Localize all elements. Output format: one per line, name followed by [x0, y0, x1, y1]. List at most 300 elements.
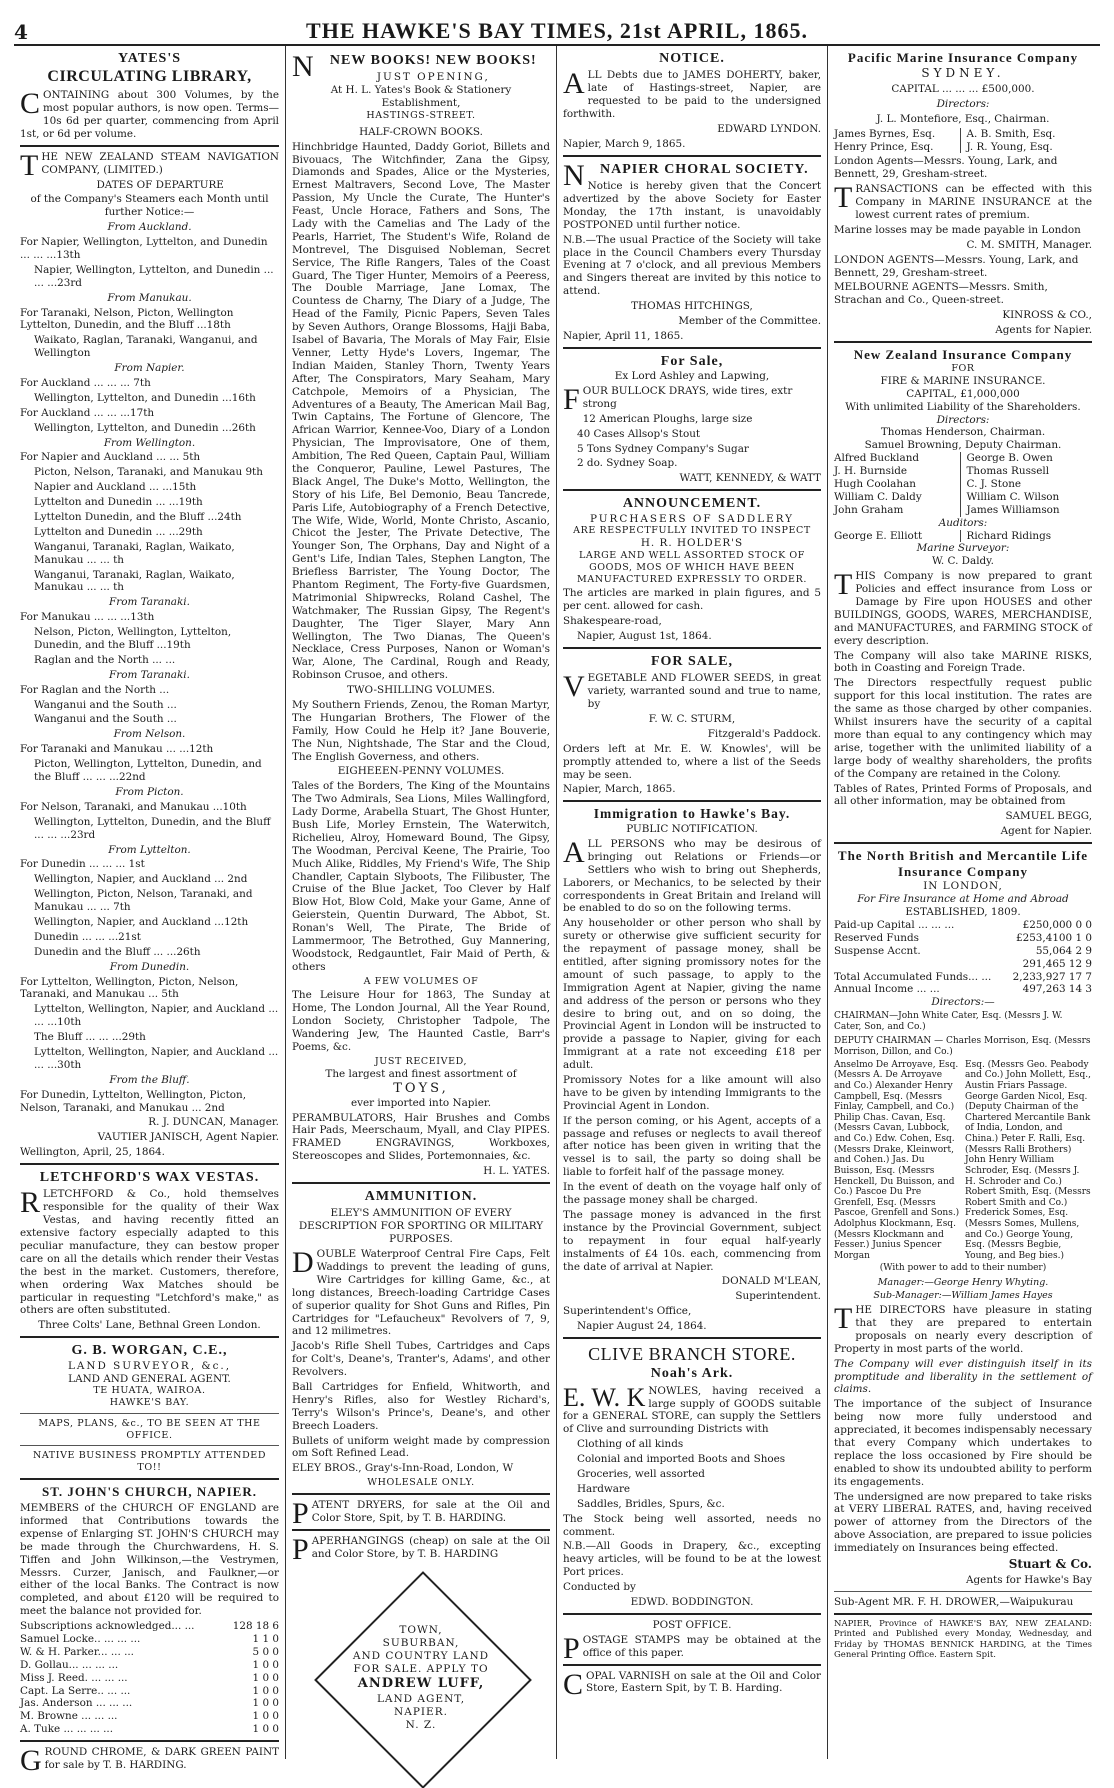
divider [563, 1664, 821, 1666]
diamond-line: AND COUNTRY LAND [352, 1650, 490, 1663]
clive-title: CLIVE BRANCH STORE. [588, 1343, 796, 1364]
clive-subtitle: Noah's Ark. [650, 1366, 734, 1382]
yates-body: ONTAINING about 300 Volumes, by the most popular authors, is now open. Terms—10s 6d per quarter, commencing from April 1st, or 6d per volume. [20, 89, 279, 140]
nz-intro: of the Company's Steamers each Month until further Notice:— [30, 193, 269, 219]
dropcap-a: A [563, 67, 585, 101]
diamond-line: LAND AGENT, [376, 1692, 466, 1705]
subscriber: M. Browne ... ... ... [20, 1710, 118, 1723]
pacific-manager: C. M. SMITH, Manager. [966, 238, 1092, 251]
nb-body: The undersigned are now prepared to take risks at VERY LIBERAL RATES, and, having received power of attorney from the Directors of the above Association, are prepared to issue policies immediately on Insurances being effected. [834, 1490, 1092, 1555]
eley-address: ELEY BROS., Gray's-Inn-Road, London, W [292, 1462, 514, 1475]
seeds-body: EGETABLE AND FLOWER SEEDS, in great variety, warranted sound and true to name, by [587, 672, 821, 711]
director: James Byrnes, Esq. [834, 127, 936, 140]
twoshilling-list: My Southern Friends, Zenou, the Roman Martyr, The Hungarian Brothers, The Flower of the Family, How Could he Help it? Jane Bouverie, The Nun, Nightshade, The Star and the Cloud, The English Governess, and others. [292, 698, 550, 763]
subscription-row [20, 1620, 279, 1633]
immigration-body: In the event of death on the voyage half only of the passage money shall be charged. [563, 1181, 821, 1207]
clive-item: Clothing of all kinds [577, 1438, 684, 1451]
clive-nb: N.B.—All Goods in Drapery, &c., excepting heavy articles, will be found to be at the lowest Port prices. [563, 1540, 821, 1579]
nb-subagent: Sub-Agent MR. F. H. DROWER,—Waipukurau [834, 1595, 1074, 1608]
section-from-taranaki: From Taranaki. [109, 668, 190, 681]
announcement-body: The articles are marked in plain figures, and 5 per cent. allowed for cash. [563, 587, 821, 613]
choral-title: NAPIER CHORAL SOCIETY. [600, 161, 809, 177]
nb-manager: Manager:—George Henry Whyting. [877, 1276, 1049, 1288]
imprint: NAPIER, Province of HAWKE'S BAY, NEW ZEALAND: Printed and Published every Monday, Wednesday, and Friday by THOMAS BENNICK HARDING, at the Times General Printing Office. Eastern Spit. [834, 1618, 1092, 1661]
seeds-title: FOR SALE, [650, 654, 734, 669]
schedule-line: Wellington, Picton, Nelson, Taranaki, and Manukau ... ... 7th [34, 888, 253, 914]
divider [20, 1478, 279, 1480]
signature: VAUTIER JANISCH, Agent Napier. [97, 1131, 279, 1144]
nzi-for: FOR [951, 363, 975, 375]
eighteen-heading: EIGHEEEN-PENNY VOLUMES. [337, 765, 505, 778]
nzi-chair: Thomas Henderson, Chairman. [880, 426, 1046, 439]
schedule-line: For Napier, Wellington, Lyttelton, and Dunedin ... ... ...13th [20, 236, 268, 261]
subscriber: Samuel Locke.. ... ... ... [20, 1633, 141, 1645]
divider [563, 800, 821, 802]
worgan-maps: MAPS, PLANS, &c., TO BE SEEN AT THE OFFICE. [38, 1417, 261, 1441]
section-from-napier: From Napier. [114, 362, 185, 375]
director: George B. Owen [966, 452, 1053, 465]
nzi-director-list [834, 452, 1092, 516]
divider [563, 347, 821, 349]
pacific-title: Pacific Marine Insurance Company [847, 50, 1079, 65]
books-street: HASTINGS-STREET. [366, 110, 476, 122]
schedule-line: Lyttelton, Wellington, Napier, and Auckland ... ... ...10th [34, 1003, 279, 1029]
schedule-line: Lyttelton, Wellington, Napier, and Auckland ... ... ...30th [34, 1045, 279, 1071]
books-opening: JUST OPENING, [376, 71, 490, 84]
subscriber: Miss J. Reed. ... ... ... [20, 1671, 128, 1684]
subscription-row [20, 1697, 279, 1710]
immigration-signature: DONALD M'LEAN, [721, 1275, 821, 1288]
immigration-title: Immigration to Hawke's Bay. [593, 806, 791, 822]
amount: 1 0 0 [252, 1723, 279, 1736]
letchford-title: LETCHFORD'S WAX VESTAS. [39, 1170, 260, 1186]
nb-director-list [834, 1060, 1092, 1262]
subscription-list [20, 1620, 279, 1736]
schedule-line: Raglan and the North ... ... [34, 653, 176, 666]
perambulators: PERAMBULATORS, Hair Brushes and Combs Hair Pads, Meerschaum, Myall, and Clay PIPES. FRAMED ENGRAVINGS, Workboxes, Stereoscopes and Slides, Portemonnaies, &c. [292, 1111, 550, 1163]
schedule-line: For Taranaki, Nelson, Picton, Wellington Lyttelton, Dunedin, and the Bluff ...18th [20, 306, 234, 332]
nb-city: IN LONDON, [923, 880, 1003, 893]
halfcrown-heading: HALF-CROWN BOOKS. [359, 125, 483, 138]
nzi-capital: CAPITAL, £1,000,000 [906, 387, 1020, 400]
forsale-item: 5 Tons Sydney Company's Sugar [577, 442, 749, 455]
section-from-nelson: From Nelson. [113, 728, 186, 741]
pacific-directors: Directors: [936, 97, 990, 110]
subscription-row [20, 1672, 279, 1685]
subscriber: Capt. La Serre.. ... ... [20, 1684, 131, 1697]
schedule-line: The Bluff ... ... ...29th [34, 1031, 146, 1044]
just-received: JUST RECEIVED, [374, 1055, 468, 1067]
schedule-line: Wellington, Napier, and Auckland ... 2nd [34, 873, 248, 886]
funds-label: Reserved Funds [834, 931, 919, 944]
notice-signature: EDWARD LYNDON. [717, 122, 821, 135]
funds-row [834, 958, 1092, 971]
dropcap-c: C [563, 1667, 584, 1701]
section-from-dunedin: From Dunedin. [109, 960, 190, 973]
divider [292, 1182, 550, 1184]
yates-subtitle: CIRCULATING LIBRARY, [47, 68, 252, 86]
diamond-text [314, 1571, 529, 1786]
dateline: Wellington, April, 25, 1864. [20, 1146, 165, 1159]
subscription-row [20, 1646, 279, 1659]
dropcap-a: A [563, 836, 585, 869]
worgan-location: TE HUATA, WAIROA. [93, 1385, 206, 1397]
divider [20, 1445, 279, 1446]
nb-body: The importance of the subject of Insurance being now more fully understood and appreciated, it becomes indispensably necessary that every Company which undertakes to replace the loss occasioned by Fire should be enabled to show its undoubted ability to perform its engagements. [834, 1398, 1092, 1488]
stjohn-title: ST. JOHN'S CHURCH, NAPIER. [41, 1483, 257, 1499]
schedule-line: Wellington, Lyttelton, and Dunedin ...26th [34, 421, 256, 434]
divider [20, 1740, 279, 1742]
nz-dates-heading: DATES OF DEPARTURE [96, 178, 224, 191]
nb-established: ESTABLISHED, 1809. [905, 906, 1021, 919]
clive-item: Groceries, well assorted [577, 1467, 705, 1480]
clive-initials: E. W. K [563, 1382, 646, 1412]
immigration-date: Napier August 24, 1864. [577, 1320, 707, 1333]
nzi-deputy: Samuel Browning, Deputy Chairman. [864, 439, 1062, 452]
section-from-lyttelton: From Lyttelton. [108, 843, 191, 856]
divider [563, 1613, 821, 1615]
divider [563, 647, 821, 649]
seeds-orders: Orders left at Mr. E. W. Knowles', will be promptly attended to, where a list of the Seeds may be seen. [563, 742, 821, 781]
divider [834, 1591, 1092, 1592]
schedule-line: Picton, Wellington, Lyttelton, Dunedin, and the Bluff ... ... ...22nd [34, 758, 262, 784]
announcement-invited: ARE RESPECTFULLY INVITED TO INSPECT [573, 525, 811, 537]
funds-amount: £253,4100 1 0 [1015, 931, 1092, 944]
pacific-city: SYDNEY. [921, 66, 1005, 81]
subscriber: W. & H. Parker... ... ... [20, 1645, 134, 1658]
announcement-address: Shakespeare-road, [563, 615, 662, 628]
schedule-line: Dunedin and the Bluff ... ...26th [34, 945, 201, 958]
letchford-body: LETCHFORD & Co., hold themselves responsible for the quality of their Wax Vestas, and having recently fitted an extensive factory especially adapted to this peculiar manufacture, they can bestow proper care on all the details which render their Vestas the best in the market. Customers, therefore, when ordering Wax Matches should be particular in requesting "Letchford's make," as others are often substituted. [20, 1188, 279, 1317]
pacific-melbourne: MELBOURNE AGENTS—Messrs. Smith, Strachan and Co., Queen-street. [834, 281, 1048, 307]
nb-directors-right: Esq. (Messrs Geo. Peabody and Co.) John Mollett, Esq., Austin Friars Passage. George Garden Nicol, Esq. (Deputy Chairman of the Chartered Mercantile Bank of India, London, and China.) Peter F. Ralli, Esq. (Messrs Ralli Brothers) John Henry William Schroder, Esq. (Messrs J. H. Schroder and Co.) Robert Smith, Esq. (Messrs Robert Smith and Co.) Frederick Somes, Esq. (Messrs Somes, Mullens, and Co.) George Young, Esq. (Messrs Begbie, Young, and Beg bies.) [965, 1059, 1091, 1261]
funds-label: Annual Income ... ... [834, 983, 940, 996]
subscriber: A. Tuke ... ... ... ... [20, 1723, 114, 1736]
funds-row [834, 945, 1092, 958]
choral-date: Napier, April 11, 1865. [563, 329, 684, 342]
imported: ever imported into Napier. [350, 1096, 492, 1109]
nzi-directors: Directors: [936, 413, 990, 426]
schedule-line: For Auckland ... ... ...17th [20, 406, 155, 419]
nb-directors: Directors:— [931, 996, 995, 1009]
new-books-title: NEW BOOKS! NEW BOOKS! [329, 53, 537, 68]
choral-body: Notice is hereby given that the Concert advertized by the above Society for Easter Monday, the 17th instant, is unavoidably POSTPONED until further notice. [563, 180, 821, 231]
clive-item: Hardware [577, 1482, 631, 1495]
funds-amount: 2,233,927 17 7 [1012, 970, 1092, 983]
subscription-row [20, 1685, 279, 1698]
nb-signature: Agents for Hawke's Bay [966, 1573, 1092, 1586]
nzi-auditors: Auditors: [938, 516, 988, 529]
copal-varnish-ad: OPAL VARNISH on sale at the Oil and Color Store, Eastern Spit, by T. B. Harding. [586, 1669, 821, 1695]
schedule-line: For Napier and Auckland ... ... 5th [20, 451, 201, 464]
divider [292, 1529, 550, 1531]
wholesale: WHOLESALE ONLY. [367, 1477, 475, 1489]
pacific-chair: J. L. Montefiore, Esq., Chairman. [876, 112, 1050, 125]
amount: 5 0 0 [252, 1645, 279, 1658]
diamond-line: TOWN, [399, 1624, 443, 1637]
announcement-stock: LARGE AND WELL ASSORTED STOCK OF GOODS, MOS OF WHICH HAVE BEEN MANUFACTURED EXPRESSLY TO ORDER. [577, 550, 807, 585]
masthead [14, 6, 1100, 46]
funds-amount: 55,064 2 9 [1035, 944, 1092, 957]
divider [834, 842, 1092, 844]
schedule-line: Lyttelton and Dunedin ... ...29th [34, 525, 203, 538]
eighteen-list: Tales of the Borders, The King of the Mountains The Two Admirals, Sea Lions, Miles Wallingford, Lady Dorme, Arabella Stuart, The Ghost Hunter, Bush Life, Morley Ernstein, The Waterwitch, Richelieu, Alroy, Homeward Bound, The Gipsy, The Woodman, Percival Keene, The Prairie, Too Much Alike, Riddles, My Friend's Wife, The Ship Chandler, Captain Slyboots, The Filibuster, The Cruise of the Blue Jacket, Too Clever by Half Blow Hot, Blow Cold, Make your Game, Anne of Geierstein, Quentin Durward, The Abbot, St. Ronan's Well, The Pirate, The Bride of Lammermoor, The Betrothed, Guy Mannering, Woodstock, Redgauntlet, Fair Maid of Perth, & others [292, 780, 550, 973]
forsale-item: 2 do. Sydney Soap. [577, 457, 678, 470]
clive-item: Saddles, Bridles, Spurs, &c. [577, 1497, 725, 1510]
funds-label: Total Accumulated Funds... ... [834, 970, 992, 983]
worgan-native: NATIVE BUSINESS PROMPTLY ATTENDED TO!! [32, 1450, 267, 1474]
clive-stock: The Stock being well assorted, needs no comment. [563, 1512, 821, 1538]
forsale-title: For Sale, [660, 353, 724, 369]
yates-signature: H. L. YATES. [483, 1165, 550, 1178]
immigration-body: LL PERSONS who may be desirous of bringing out Relations or Friends—or Settlers who wish to bring out Shepherds, Laborers, or Mechanics, to be selected by their correspondents in Great Britain and Ireland will be enabled to do so on the following terms. [563, 838, 821, 915]
announcement-title: ANNOUNCEMENT. [622, 496, 762, 512]
divider [20, 1336, 279, 1338]
nb-directors-left: Anselmo De Arroyave, Esq. (Messrs A. De Arroyave and Co.) Alexander Henry Campbell, Esq. (Messrs Finlay, Campbell, and Co.) Philip Chas. Cavan, Esq. (Messrs Cavan, Lubbock, and Co.) Edw. Cohen, Esq. (Messrs Drake, Kleinwort, and Cohen.) Jas. Du Buisson, Esq. (Messrs Henckell, Du Buisson, and Co.) Pascoe Du Pre Grenfell, Esq. (Messrs Pascoe, Grenfell and Sons.) Adolphus Klockmann, Esq. (Messrs Klockmann and Fesser.) Junius Spencer Morgan [834, 1059, 960, 1261]
diamond-line: NAPIER. [394, 1705, 448, 1718]
divider [20, 1413, 279, 1414]
choral-body: N.B.—The usual Practice of the Society will take place in the Council Chambers every Thursday Evening at 7 o'clock, and all previous Members and Singers thereat are invited by this notice to attend. [563, 233, 821, 298]
funds-label: Suspense Accnt. [834, 944, 921, 957]
clive-signature: EDWD. BODDINGTON. [630, 1595, 754, 1608]
nzi-title: New Zealand Insurance Company [853, 347, 1073, 363]
ammunition-body: Bullets of uniform weight made by compression om Soft Refined Lead. [292, 1434, 550, 1460]
nzi-surveyor: Marine Surveyor: [916, 542, 1010, 555]
director: J. H. Burnside [834, 465, 908, 478]
subscription-row [20, 1710, 279, 1723]
divider [834, 1613, 1092, 1615]
nb-deputy: DEPUTY CHAIRMAN — Charles Morrison, Esq. (Messrs Morrison, Dillon, and Co.) [834, 1035, 1091, 1057]
divider [563, 155, 821, 157]
twoshilling-heading: TWO-SHILLING VOLUMES. [346, 684, 496, 697]
seeds-signature: F. W. C. STURM, [648, 713, 736, 726]
section-from-manukau: From Manukau. [107, 291, 192, 304]
schedule-line: Napier, Wellington, Lyttelton, and Dunedin ... ... ...23rd [34, 263, 274, 289]
nz-steam-title: HE NEW ZEALAND STEAM NAVIGATION COMPANY, (LIMITED.) [41, 150, 279, 176]
nzi-auditor-list [834, 530, 1092, 543]
schedule-line: For Dunedin ... ... ... 1st [20, 858, 145, 871]
section-from-taranaki: From Taranaki. [109, 596, 190, 609]
column-4 [827, 46, 1098, 1759]
director: Hugh Coolahan [834, 478, 916, 491]
director: James Williamson [966, 503, 1060, 516]
subscriber: D. Gollau... ... ... ... [20, 1658, 119, 1671]
schedule-line: For Raglan and the North ... [20, 683, 170, 696]
clive-body: NOWLES, having received a large supply of GOODS suitable for a GENERAL STORE, can supply the Settlers of Clive and surrounding Districts with [563, 1384, 821, 1436]
divider [20, 1163, 279, 1165]
schedule-line: Wanganui, Taranaki, Raglan, Waikato, Manukau ... ... th [34, 540, 235, 566]
section-from-auckland: From Auckland. [107, 221, 192, 234]
nzi-surveyor-name: W. C. Daldy. [932, 555, 994, 568]
funds-row [834, 932, 1092, 945]
dropcap-r: R [20, 1186, 41, 1220]
pacific-london: LONDON AGENTS—Messrs. Young, Lark, and Bennett, 29, Gresham-street. [834, 253, 1079, 279]
schedule-line: Wellington, Napier, and Auckland ...12th [34, 915, 249, 928]
dropcap-g: G [20, 1744, 42, 1778]
largest: The largest and finest assortment of [325, 1067, 517, 1080]
schedule-line: For Dunedin, Lyttelton, Wellington, Picton, Nelson, Taranaki, and Manukau ... 2nd [20, 1088, 247, 1114]
funds-row [834, 983, 1092, 996]
schedule-line: For Nelson, Taranaki, and Manukau ...10th [20, 800, 247, 813]
director: C. J. Stone [966, 478, 1022, 491]
amount: 1 0 0 [252, 1697, 279, 1710]
forsale-signature: WATT, KENNEDY, & WATT [679, 472, 821, 485]
subscriber: Subscriptions acknowledged... ... [20, 1620, 195, 1633]
newspaper-title: THE HAWKE'S BAY TIMES, 21st APRIL, 1865. [306, 18, 808, 43]
notice-date: Napier, March 9, 1865. [563, 137, 686, 150]
nzi-body: HIS Company is now prepared to grant Policies and effect insurance from Loss or Damage by Fire upon HOUSES and other BUILDINGS, GOODS, WARES, MERCHANDISE, and MANUFACTURES, and FARMING STOCK of every description. [834, 570, 1092, 647]
patent-dryers-ad: ATENT DRYERS, for sale at the Oil and Color Store, Spit, by T. B. HARDING. [311, 1498, 550, 1524]
schedule-line: Wanganui and the South ... [34, 698, 177, 711]
auditor: Richard Ridings [960, 530, 1093, 543]
dropcap-t: T [834, 181, 853, 215]
announcement-sub: PURCHASERS OF SADDLERY [589, 512, 794, 525]
dropcap-t: T [834, 568, 853, 602]
ammunition-body: OUBLE Waterproof Central Fire Caps, Felt Waddings to prevent the leading of guns, Wire Cartridges for killing Game, &c., at long distances, Breech-loading Cartridge Cases of superior quality for Shot Guns and Rifles, Pin Cartridges for "Lefaucheux" Revolvers of 7, 9, and 12 milimetres. [292, 1248, 550, 1338]
pacific-capital: CAPITAL ... ... ... £500,000. [891, 82, 1035, 95]
seeds-signature: Fitzgerald's Paddock. [707, 727, 821, 740]
subscription-row [20, 1633, 279, 1646]
column-1 [14, 46, 285, 1778]
ammunition-body: Ball Cartridges for Enfield, Whitworth, and Henry's Rifles, also for Westley Richard's, Terry's Wilson's Prince's, Deane's, and other Breech Loaders. [292, 1380, 550, 1432]
notice-body: LL Debts due to JAMES DOHERTY, baker, late of Hastings-street, Napier, are requested to be paid to the undersigned forthwith. [563, 69, 821, 121]
pacific-body: RANSACTIONS can be effected with this Company in MARINE INSURANCE at the lowest current rates of premium. [855, 183, 1092, 221]
amount: 1 0 0 [252, 1671, 279, 1684]
dropcap-n: N [563, 158, 585, 192]
schedule-line: For Taranaki and Manukau ... ...12th [20, 743, 214, 756]
letchford-address: Three Colts' Lane, Bethnal Green London. [38, 1319, 261, 1332]
schedule-line: For Auckland ... ... ... 7th [20, 377, 151, 389]
funds-label: Paid-up Capital ... ... ... [834, 918, 955, 931]
divider [563, 489, 821, 491]
nb-for: For Fire Insurance at Home and Abroad [857, 893, 1069, 906]
worgan-title: G. B. WORGAN, C.E., [71, 1343, 228, 1359]
immigration-body: Any householder or other person who shall by surety or otherwise give sufficient security for the repayment of passage money, shall be entitled, after signing promissory notes for the amount of such passage, to apply to the Immigration Agent at Napier, giving the name and address of the person or persons who they desire to bring out, and on so doing, the Provincial Agent in London will be instructed to provide a passage to Napier, giving for each Immigrant at a rate not exceeding £18 per adult. [563, 917, 821, 1072]
director: William C. Daldy [834, 490, 922, 503]
announcement-address: Napier, August 1st, 1864. [577, 630, 712, 643]
amount: 128 18 6 [232, 1620, 279, 1633]
divider [292, 1493, 550, 1495]
signature: R. J. DUNCAN, Manager. [148, 1116, 279, 1129]
amount: 1 0 0 [252, 1710, 279, 1723]
dropcap-v: V [563, 670, 585, 704]
section-from-picton: From Picton. [115, 785, 184, 798]
amount: 1 0 0 [252, 1658, 279, 1671]
clive-item: Colonial and imported Boots and Shoes [577, 1453, 786, 1466]
nzi-body: The Company will also take MARINE RISKS, both in Coasting and Foreign Trade. [834, 649, 1092, 675]
immigration-body: If the person coming, or his Agent, accepts of a passage and refuses or neglects to avail thereof after notice has been given in writing that the vessel is to sail, the party so doing shall be liable to forfeit half of the passage money. [563, 1114, 821, 1179]
immigration-sub: PUBLIC NOTIFICATION. [626, 823, 758, 836]
column-3 [556, 46, 827, 1759]
divider [20, 145, 279, 147]
notice-title: NOTICE. [659, 51, 725, 66]
page-number: 4 [14, 20, 28, 44]
dropcap-p: P [292, 1532, 309, 1566]
nb-chairman: CHAIRMAN—John White Cater, Esq. (Messrs J. W. Cater, Son, and Co.) [834, 1011, 1063, 1033]
pacific-agents-napier: Agents for Napier. [995, 324, 1092, 337]
column-2 [285, 46, 556, 1759]
halfcrown-list: Hinchbridge Haunted, Daddy Goriot, Billets and Bivouacs, The Witchfinder, Zana the Gipsy, Diamonds and Spades, Alice or the Mysteries, Ernest Maltravers, Second Love, The Master Passion, My Uncle the Curate, The Hunter's Feast, Uncle Horace, Fathers and Sons, The Lady with the Camelias and The Lady of the Pearls, Harriet, The Student's Wife, Roland de Montrevel, The Disguised Nobleman, Secret Service, The Rifle Rangers, Tales of the Coast Guard, The Tiger Hunter, Memoirs of a Peeress, The Double Marriage, Jane Lomax, The Countess de Charny, The Diary of a Judge, The Head of the Family, Picnic Papers, Seven Tales by Seven Authors, Orange Blossoms, Hajji Baba, Isabel of Bavaria, The Morals of May Fair, Elsie Venner, Letty Hyde's Lovers, Ingemar, The Indian Maiden, Stanley Thorn, Twenty Years After, The Conspirators, Mary Seaham, Mary Catchpole, Memoirs of a Physician, The Adventures of a Beauty, The American Mail Bag, Twin Captains, The Fortune of Glencore, The African Warrior, Kennee-Voo, Diary of a London Physician, The Improvisatore, One of them, Ambition, The Red Queen, Captain Paul, William the Conqueror, Pauline, Lewel Pastures, The Black Angel, The Duke's Motto, Wellington, the Story of his Life, Bel Demonio, Beau Tancrede, Paris Life, Autobiography of a French Detective, The Wife, Wide, World, Monte Christo, Ascanio, Chicot the Jester, The Private Detective, The Younger Son, The Orphans, Day and Night of a Gent's Life, Indian Tales, Stephen Langton, The Briefless Barrister, The Young Doctor, The Phantom Regiment, The Forty-five Guardsmen, Matrimonial Shipwrecks, Roland Cashel, The Watchmaker, The Russian Gipsy, The Regent's Daughter, The Tiger Slayer, Mary Ann Wellington, The Two Dianas, The Queen's Necklace, Cress Purposes, Nanon or Woman's War, Alone, The Cardinal, Rough and Ready, Robinson Crusoe, and others. [292, 140, 550, 682]
schedule-line: Wellington, Lyttelton, Dunedin, and the Bluff ... ... ...23rd [34, 815, 271, 841]
worgan-sub2: LAND AND GENERAL AGENT. [68, 1372, 231, 1385]
forsale-ex: Ex Lord Ashley and Lapwing, [614, 370, 770, 383]
funds-row [834, 919, 1092, 932]
director: William C. Wilson [966, 490, 1060, 503]
dropcap-p: P [563, 1631, 580, 1665]
dropcap-c: C [20, 87, 41, 121]
director: Alfred Buckland [834, 452, 920, 465]
nzi-signature: SAMUEL BEGG, [1005, 810, 1092, 823]
immigration-body: The passage money is advanced in the first instance by the Provincial Government, subject to repayment in four equal half-yearly instalments of £4 10s. each, commencing from the date of arrival at Napier. [563, 1208, 821, 1273]
dropcap-t: T [834, 1302, 853, 1336]
schedule-line: Wellington, Lyttelton, and Dunedin ...16th [34, 391, 256, 404]
director: J. R. Young, Esq. [966, 140, 1053, 153]
nzi-sub: FIRE & MARINE INSURANCE. [880, 374, 1046, 387]
toys: TOYS, [393, 1080, 449, 1096]
stjohn-body: MEMBERS of the CHURCH OF ENGLAND are informed that Contributions towards the expense of Enlarging ST. JOHN'S CHURCH may be made through the Churchwardens, H. S. Tiffen and John Wilkinson,—the Vestrymen, Messrs. Curzer, Janisch, and Faulkner,—or either of the local Banks. The Contract is now completed, and about £120 will be required to meet the balance not provided for. [20, 1502, 279, 1618]
seeds-date: Napier, March, 1865. [563, 783, 676, 796]
schedule-line: Picton, Nelson, Taranaki, and Manukau 9th [34, 466, 263, 479]
yates-title: YATES'S [117, 51, 182, 66]
announcement-name: H. R. HOLDER'S [640, 537, 744, 550]
nb-body: HE DIRECTORS have pleasure in stating that they are prepared to entertain proposals on nearly every description of Property in most parts of the world. [834, 1304, 1092, 1355]
nb-funds-table [834, 919, 1092, 996]
director: A. B. Smith, Esq. [966, 127, 1056, 140]
land-sale-diamond [314, 1571, 529, 1786]
paperhangings-ad: APERHANGINGS (cheap) on sale at the Oil and Color Store, by T. B. HARDING [311, 1534, 550, 1560]
schedule-line: For Lyttelton, Wellington, Picton, Nelson, Taranaki, and Manukau ... 5th [20, 975, 239, 1001]
ammunition-title: AMMUNITION. [364, 1189, 478, 1205]
nzi-liability: With unlimited Liability of the Shareholders. [845, 400, 1081, 413]
dropcap-f: F [563, 383, 580, 416]
schedule-line: Wanganui and the South ... [34, 713, 177, 726]
amount: 1 0 0 [252, 1684, 279, 1697]
diamond-line: FOR SALE. APPLY TO [353, 1663, 489, 1676]
nb-submanager: Sub-Manager:—William James Hayes [873, 1290, 1053, 1302]
pacific-kinross: KINROSS & CO., [1002, 309, 1092, 322]
immigration-signature: Superintendent. [735, 1290, 821, 1303]
auditor: George E. Elliott [834, 529, 923, 542]
ammunition-body: Jacob's Rifle Shell Tubes, Cartridges and Caps for Colt's, Deane's, Tranter's, Adams', and other Revolvers. [292, 1340, 550, 1379]
subscriber: Jas. Anderson ... ... ... [20, 1697, 133, 1710]
choral-signature: THOMAS HITCHINGS, [631, 300, 753, 313]
funds-row [834, 971, 1092, 984]
subscription-row [20, 1659, 279, 1672]
schedule-line: Napier and Auckland ... ...15th [34, 481, 197, 494]
director: John Graham [834, 503, 904, 516]
funds-amount: 291,465 12 9 [1022, 957, 1092, 970]
section-from-bluff: From the Bluff. [109, 1073, 190, 1086]
choral-signature: Member of the Committee. [678, 314, 821, 327]
divider [563, 1337, 821, 1339]
nb-signature: Stuart & Co. [1008, 1557, 1092, 1571]
pacific-agents: London Agents—Messrs. Young, Lark, and Bennett, 29, Gresham-street. [834, 155, 1058, 181]
schedule-line: For Manukau ... ... ...13th [20, 611, 155, 624]
nb-power: (With power to add to their number) [879, 1263, 1047, 1274]
dropcap-t: T [20, 148, 39, 182]
pacific-body: Marine losses may be made payable in London [834, 223, 1081, 236]
subscription-row [20, 1723, 279, 1736]
schedule-line: Dunedin ... ... ...21st [34, 930, 141, 943]
nzi-body: The Directors respectfully request public support for this local institution. The rates are the same as those charged by other companies. Whilst insurers have the security of a capital more than equal to any contingency which may arise, together with the unlimited liability of a large body of wealthy shareholders, the profits of the Company are retained in the Colony. [834, 677, 1092, 780]
ammunition-sub: ELEY'S AMMUNITION OF EVERY DESCRIPTION FOR SPORTING OR MILITARY PURPOSES. [298, 1207, 544, 1246]
few-vols-list: The Leisure Hour for 1863, The Sunday at Home, The London Journal, All the Year Round, London Society, Christopher Tadpole, The Wandering Jew, The Haunted Castle, Barr's Poems, &c. [292, 989, 550, 1054]
diamond-line: SUBURBAN, [382, 1637, 460, 1650]
books-at: At H. L. Yates's Book & Stationery Establishment, [330, 84, 512, 110]
clive-conducted: Conducted by [563, 1581, 636, 1594]
schedule-line: Waikato, Raglan, Taranaki, Wanganui, and Wellington [34, 334, 258, 360]
nzi-signature: Agent for Napier. [1000, 825, 1092, 838]
